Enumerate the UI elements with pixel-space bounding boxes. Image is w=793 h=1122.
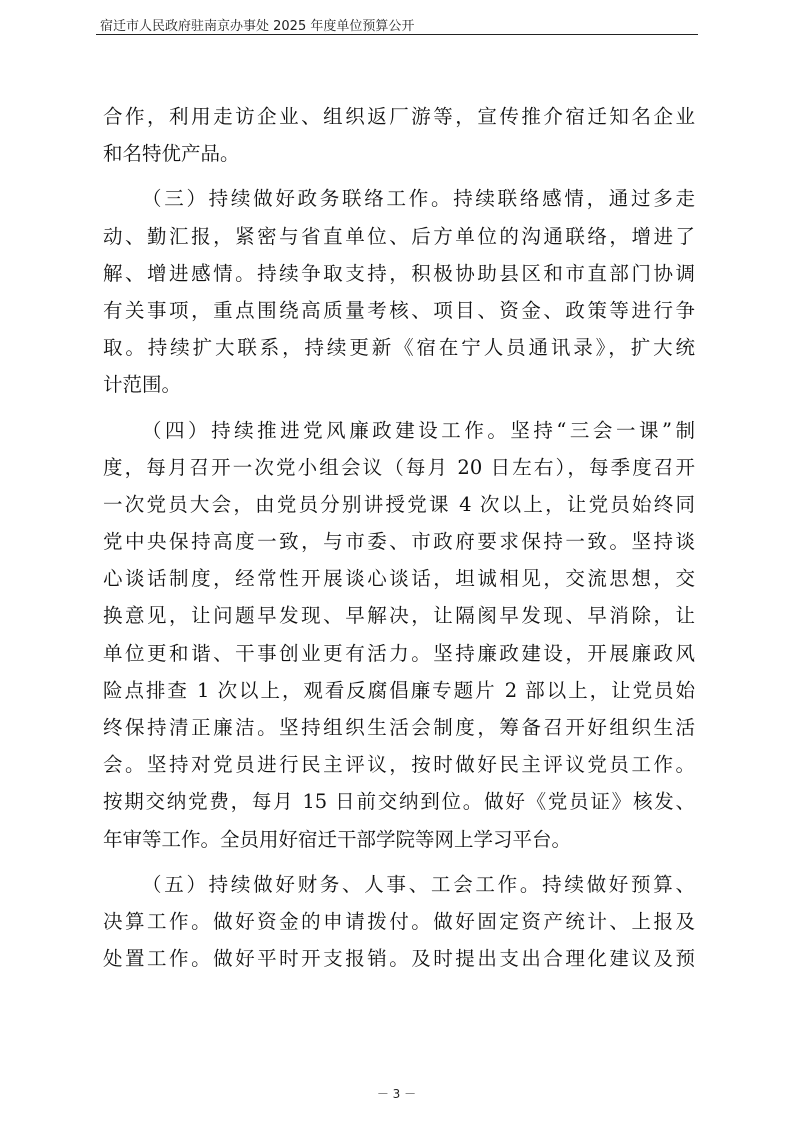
paragraph-political-liaison (103, 180, 695, 403)
paragraph-line: （三）持续做好政务联络工作。持续联络感情，通过多走 (142, 187, 695, 211)
paragraph-line: 心谈话制度，经常性开展谈心谈话，坦诚相见，交流思想，交 (103, 567, 695, 591)
paragraph-line: 和名特优产品。 (103, 142, 240, 166)
paragraph-line: 险点排查 1 次以上，观看反腐倡廉专题片 2 部以上，让党员始 (103, 678, 695, 702)
paragraph-line: 会。坚持对党员进行民主评议，按时做好民主评议党员工作。 (103, 753, 695, 777)
paragraph-line: 处置工作。做好平时开支报销。及时提出支出合理化建议及预 (103, 947, 695, 971)
paragraph-continuation (103, 98, 695, 172)
header-title: 宿迁市人民政府驻南京办事处 2025 年度单位预算公开 (100, 19, 415, 34)
paragraph-line: 度，每月召开一次党小组会议（每月 20 日左右），每季度召开 (103, 455, 695, 479)
paragraph-line: 终保持清正廉洁。坚持组织生活会制度，筹备召开好组织生活 (103, 716, 695, 739)
paragraph-line: 年审等工作。全员用好宿迁干部学院等网上学习平台。 (103, 827, 572, 851)
paragraph-line: 单位更和谐、干事创业更有活力。坚持廉政建设，开展廉政风 (103, 641, 695, 665)
paragraph-line: 动、勤汇报，紧密与省直单位、后方单位的沟通联络，增进了 (103, 224, 695, 248)
document-body (103, 98, 695, 977)
paragraph-line: 计范围。 (103, 373, 182, 397)
paragraph-line: 按期交纳党费，每月 15 日前交纳到位。做好《党员证》核发、 (103, 790, 695, 814)
paragraph-line: 一次党员大会，由党员分别讲授党课 4 次以上，让党员始终同 (103, 492, 695, 516)
paragraph-line: 解、增进感情。持续争取支持，积极协助县区和市直部门协调 (103, 261, 695, 285)
page-number: － 3 － (376, 1087, 417, 1101)
paragraph-line: 合作，利用走访企业、组织返厂游等，宣传推介宿迁知名企业 (103, 105, 695, 128)
paragraph-line: 决算工作。做好资金的申请拨付。做好固定资产统计、上报及 (103, 909, 695, 933)
paragraph-line: 换意见，让问题早发现、早解决，让隔阂早发现、早消除，让 (103, 604, 695, 628)
paragraph-line: （四）持续推进党风廉政建设工作。坚持“三会一课”制 (142, 418, 695, 442)
paragraph-line: 有关事项，重点围绕高质量考核、项目、资金、政策等进行争 (103, 298, 695, 322)
paragraph-line: 党中央保持高度一致，与市委、市政府要求保持一致。坚持谈 (103, 530, 695, 554)
paragraph-party-conduct (103, 412, 695, 858)
paragraph-line: （五）持续做好财务、人事、工会工作。持续做好预算、 (142, 872, 695, 896)
paragraph-line: 取。持续扩大联系，持续更新《宿在宁人员通讯录》，扩大统 (103, 336, 695, 360)
paragraph-finance-hr (103, 866, 695, 978)
page-header (96, 12, 698, 35)
